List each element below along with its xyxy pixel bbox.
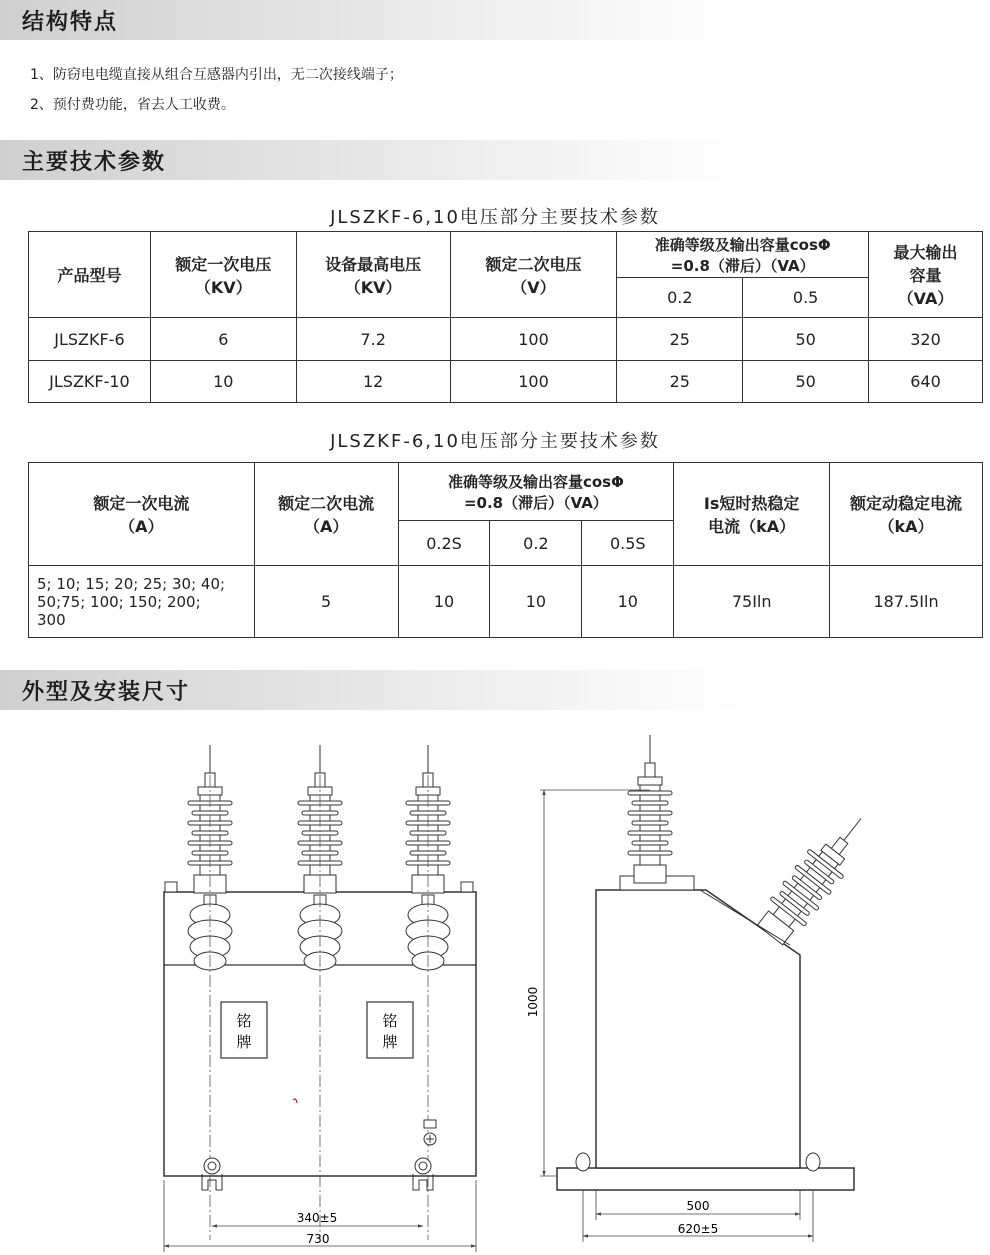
nameplate-label-1: 铭	[236, 1012, 252, 1030]
cell: 50	[743, 361, 869, 403]
cell: 25	[617, 361, 743, 403]
section-title-dims: 外型及安装尺寸	[22, 680, 191, 705]
cell: 75Iln	[674, 566, 830, 638]
th-rated-secondary-voltage: 额定二次电压 （V）	[450, 232, 617, 318]
cell: JLSZKF-10	[29, 361, 151, 403]
th-max-voltage: 设备最高电压 （KV）	[296, 232, 450, 318]
cell: 187.5Iln	[830, 566, 983, 638]
cell: 25	[617, 318, 743, 361]
cell: 640	[869, 361, 983, 403]
cell: JLSZKF-6	[29, 318, 151, 361]
table2-title: JLSZKF-6,10电压部分主要技术参数	[330, 431, 660, 452]
cell: 12	[296, 361, 450, 403]
th-max-output: 最大输出 容量 （VA）	[869, 232, 983, 318]
th-thermal-current: Is短时热稳定 电流（kA）	[674, 463, 830, 566]
th-rated-secondary-current: 额定二次电流 （A）	[254, 463, 398, 566]
th-acc-0.5: 0.5	[743, 278, 869, 318]
dim-340: 340±5	[296, 1211, 338, 1225]
cell: 5	[254, 566, 398, 638]
cell: 7.2	[296, 318, 450, 361]
cell: 50	[743, 318, 869, 361]
th-dynamic-current: 额定动稳定电流 （kA）	[830, 463, 983, 566]
dim-620: 620±5	[677, 1222, 719, 1236]
th-rated-primary-current: 额定一次电流 （A）	[29, 463, 255, 566]
section-title-features: 结构特点	[22, 10, 119, 35]
th-acc-0.2s: 0.2S	[398, 521, 490, 566]
dim-500: 500	[686, 1199, 710, 1213]
table1-title: JLSZKF-6,10电压部分主要技术参数	[330, 207, 660, 228]
nameplate-label-2b: 牌	[382, 1033, 398, 1051]
feature-2: 2、预付费功能，省去人工收费。	[30, 97, 235, 113]
cell: 10	[398, 566, 490, 638]
cell: 100	[450, 318, 617, 361]
cell: 320	[869, 318, 983, 361]
th-acc-0.2: 0.2	[490, 521, 582, 566]
th-accuracy: 准确等级及输出容量cosΦ =0.8（滞后）（VA）	[617, 232, 869, 278]
cell: 10	[582, 566, 674, 638]
nameplate-label-2: 铭	[382, 1012, 398, 1030]
front-view	[164, 745, 476, 1252]
section-title-params: 主要技术参数	[22, 150, 167, 175]
th-rated-primary-voltage: 额定一次电压 （KV）	[150, 232, 296, 318]
feature-1: 1、防窃电电缆直接从组合互感器内引出，无二次接线端子；	[30, 67, 403, 83]
cell: 100	[450, 361, 617, 403]
cell: 10	[150, 361, 296, 403]
cell: 6	[150, 318, 296, 361]
th-acc-0.2: 0.2	[617, 278, 743, 318]
cell: 10	[490, 566, 582, 638]
dim-730: 730	[306, 1232, 330, 1246]
th-acc-0.5s: 0.5S	[582, 521, 674, 566]
cell-primary-currents: 5; 10; 15; 20; 25; 30; 40; 50;75; 100; 150; 200; 300	[29, 566, 255, 638]
dim-1000: 1000	[526, 986, 540, 1018]
th-model: 产品型号	[29, 232, 151, 318]
side-view	[526, 735, 878, 1242]
nameplate-label-1b: 牌	[236, 1033, 252, 1051]
th-accuracy: 准确等级及输出容量cosΦ =0.8（滞后）（VA）	[398, 463, 674, 521]
